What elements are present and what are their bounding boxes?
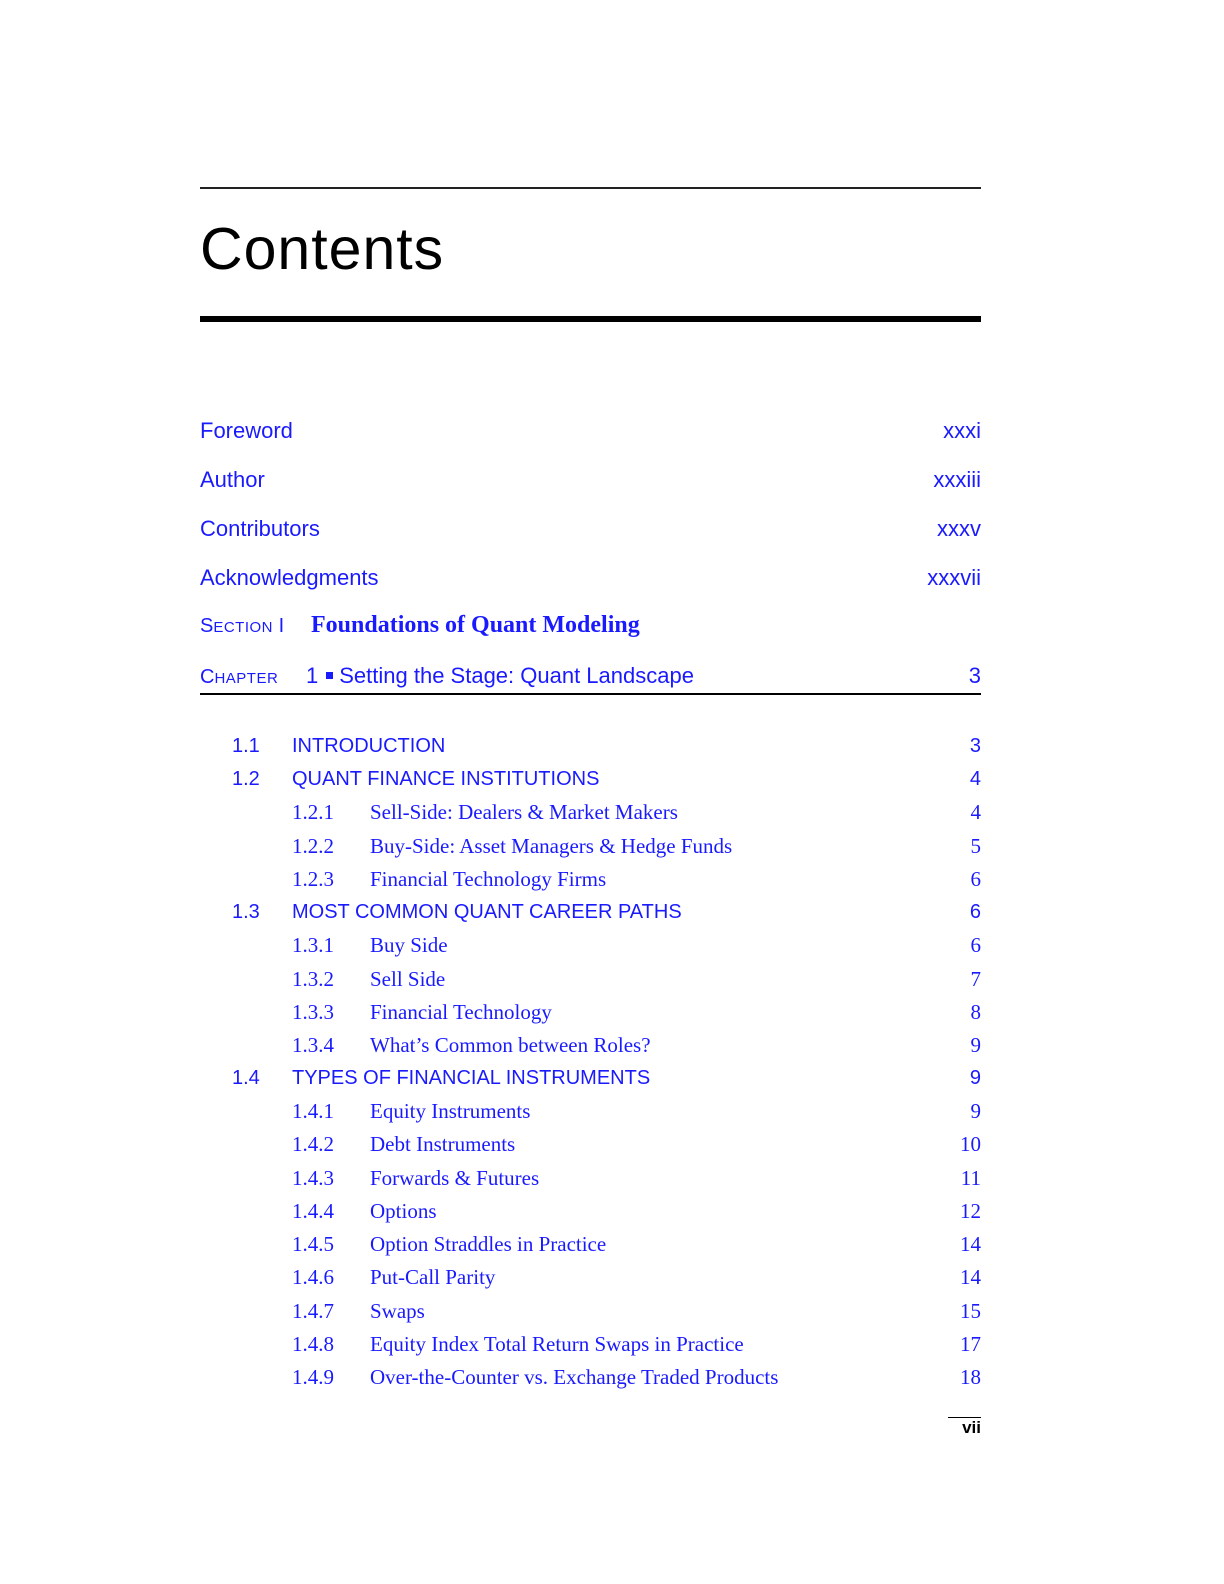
- toc-entry-page: xxxi: [943, 418, 981, 443]
- entry-number: 1.4.1: [292, 1099, 334, 1123]
- entry-number: 1.4.7: [292, 1299, 334, 1323]
- entry-page: 4: [969, 768, 981, 790]
- chapter-title: Setting the Stage: Quant Landscape: [339, 663, 694, 688]
- entry-page: 11: [960, 1166, 981, 1190]
- entry-page: 14: [960, 1265, 981, 1289]
- entry-title: MOST COMMON QUANT CAREER PATHS: [292, 901, 682, 923]
- entry-title: INTRODUCTION: [292, 735, 446, 757]
- entry-title: Buy-Side: Asset Managers & Hedge Funds: [370, 834, 733, 858]
- entry-title: Financial Technology Firms: [370, 867, 607, 891]
- bullet-icon: [326, 672, 333, 679]
- toc-entry-page: xxxvii: [927, 565, 981, 590]
- entry-title: Forwards & Futures: [370, 1166, 540, 1190]
- entry-number: 1.2.1: [292, 800, 334, 824]
- entry-page: 6: [970, 867, 981, 891]
- entry-title: Financial Technology: [370, 1000, 552, 1024]
- entry-number: 1.3: [232, 901, 260, 923]
- entry-number: 1.4.8: [292, 1332, 334, 1356]
- entry-title: Options: [370, 1199, 437, 1223]
- entry-number: 1.4.3: [292, 1166, 334, 1190]
- entry-page: 14: [960, 1232, 981, 1256]
- toc-section-heading[interactable]: [200, 611, 981, 641]
- entry-page: 8: [970, 1000, 981, 1024]
- entry-number: 1.4.9: [292, 1365, 334, 1389]
- section-label: SECTION I: [200, 615, 285, 637]
- entry-title: QUANT FINANCE INSTITUTIONS: [292, 768, 600, 790]
- toc-entry-foreword[interactable]: [200, 418, 981, 444]
- entry-title: Sell-Side: Dealers & Market Makers: [370, 800, 678, 824]
- entry-page: 4: [970, 800, 981, 824]
- entry-page: 3: [969, 735, 981, 757]
- entry-page: 6: [970, 933, 981, 957]
- title-rule: [200, 316, 981, 322]
- entry-number: 1.2.2: [292, 834, 334, 858]
- entry-title: Equity Instruments: [370, 1099, 531, 1123]
- entry-title: Debt Instruments: [370, 1132, 516, 1156]
- entry-number: 1.4.2: [292, 1132, 334, 1156]
- toc-entry-title: Acknowledgments: [200, 565, 379, 590]
- entry-number: 1.3.1: [292, 933, 334, 957]
- entry-page: 18: [960, 1365, 981, 1389]
- entry-page: 6: [969, 901, 981, 923]
- section-title: Foundations of Quant Modeling: [311, 612, 640, 638]
- entry-number: 1.4.6: [292, 1265, 334, 1289]
- entry-page: 17: [960, 1332, 981, 1356]
- entry-page: 9: [969, 1067, 981, 1089]
- entry-page: 9: [970, 1099, 981, 1123]
- entry-number: 1.2.3: [292, 867, 334, 891]
- chapter-label: CHAPTER: [200, 666, 279, 688]
- entry-title: Swaps: [370, 1299, 425, 1323]
- entry-title: Sell Side: [370, 967, 446, 991]
- chapter-number: 1: [306, 663, 319, 688]
- entry-title: Over-the-Counter vs. Exchange Traded Products: [370, 1365, 779, 1389]
- entry-number: 1.4.5: [292, 1232, 334, 1256]
- entry-title: TYPES OF FINANCIAL INSTRUMENTS: [292, 1067, 651, 1089]
- entry-page: 9: [970, 1033, 981, 1057]
- entry-title: Buy Side: [370, 933, 448, 957]
- toc-entry-author[interactable]: [200, 467, 981, 493]
- chapter-title-group: [306, 663, 694, 689]
- toc-entry-acknowledgments[interactable]: [200, 565, 981, 591]
- toc-entry-page: xxxv: [937, 516, 981, 541]
- entry-title: Option Straddles in Practice: [370, 1232, 607, 1256]
- toc-entry-title: Author: [200, 467, 265, 492]
- entry-number: 1.4.4: [292, 1199, 334, 1223]
- entry-page: 5: [970, 834, 981, 858]
- entry-page: 12: [960, 1199, 981, 1223]
- toc-entry-page: xxxiii: [933, 467, 981, 492]
- entry-number: 1.3.3: [292, 1000, 334, 1024]
- entry-number: 1.2: [232, 768, 260, 790]
- entry-page: 10: [960, 1132, 981, 1156]
- entry-title: Equity Index Total Return Swaps in Practice: [370, 1332, 744, 1356]
- entry-title: Put-Call Parity: [370, 1265, 496, 1289]
- entry-number: 1.3.2: [292, 967, 334, 991]
- toc-chapter-heading[interactable]: [200, 663, 981, 695]
- chapter-page: 3: [968, 663, 981, 688]
- entry-page: 15: [960, 1299, 981, 1323]
- entry-title: What’s Common between Roles?: [370, 1033, 651, 1057]
- page-title: Contents: [200, 216, 445, 282]
- page-number: vii: [962, 1418, 981, 1437]
- top-rule: [200, 187, 981, 189]
- entry-page: 7: [970, 967, 981, 991]
- entry-number: 1.4: [232, 1067, 260, 1089]
- entry-number: 1.1: [232, 735, 260, 757]
- toc-entry-title: Foreword: [200, 418, 293, 443]
- entry-number: 1.3.4: [292, 1033, 334, 1057]
- toc-entry-title: Contributors: [200, 516, 320, 541]
- toc-entry-contributors[interactable]: [200, 516, 981, 542]
